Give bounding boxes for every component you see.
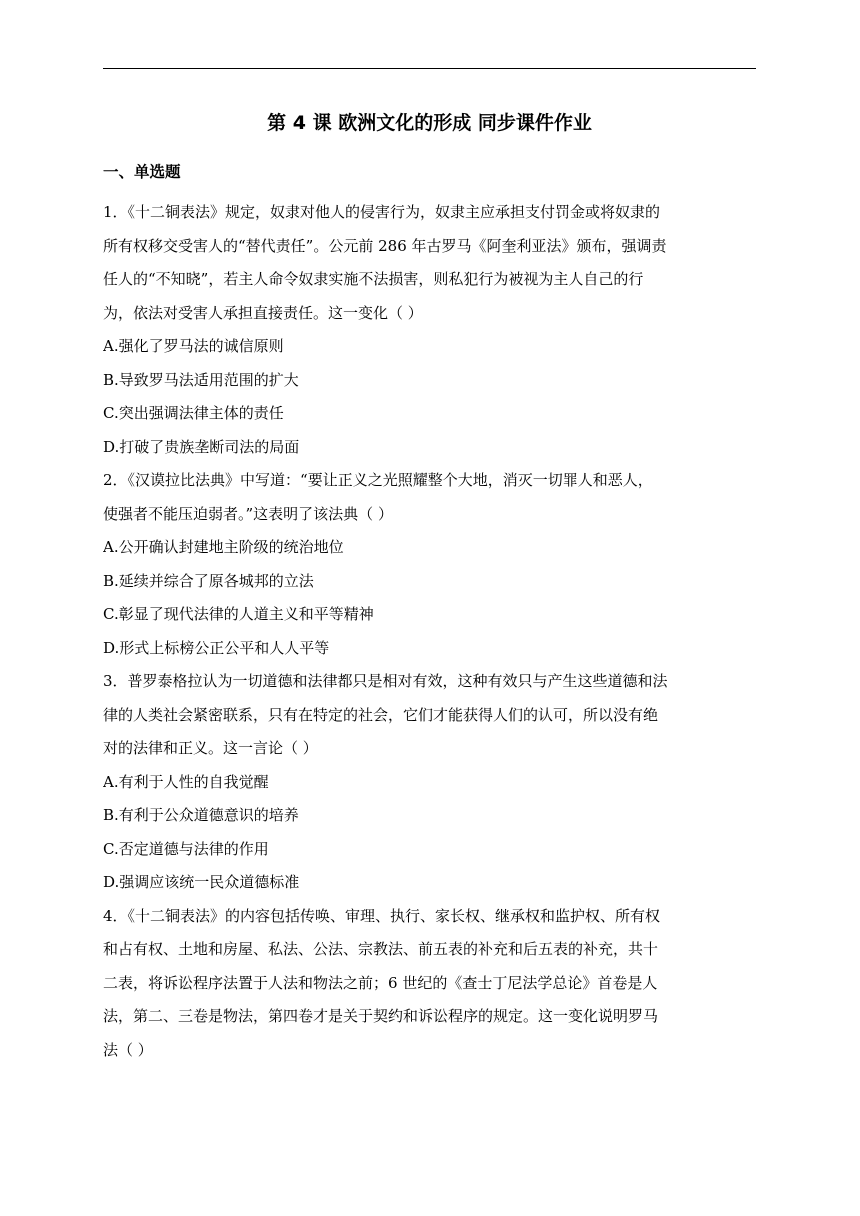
question-stem-line: 使强者不能压迫弱者。”这表明了该法典（ ）: [103, 504, 393, 523]
question-list: [103, 196, 759, 1067]
question-stem-line: 法（ ）: [103, 1040, 153, 1059]
option-a: A.强化了罗马法的诚信原则: [103, 337, 284, 355]
question-stem-line: 和占有权、土地和房屋、私法、公法、宗教法、前五表的补充和后五表的补充，共十: [103, 940, 659, 958]
option-d: D.形式上标榜公正公平和人人平等: [103, 638, 330, 657]
question-3: [103, 665, 759, 900]
question-stem-line: 为，依法对受害人承担直接责任。这一变化（ ）: [103, 303, 423, 322]
question-stem-line: 对的法律和正义。这一言论（ ）: [103, 739, 318, 757]
option-a: A.公开确认封建地主阶级的统治地位: [103, 538, 344, 556]
option-b: B.导致罗马法适用范围的扩大: [103, 370, 299, 389]
option-c: C.否定道德与法律的作用: [103, 839, 269, 858]
question-2: [103, 464, 759, 665]
question-stem-line: 所有权移交受害人的“替代责任”。公元前 286 年古罗马《阿奎利亚法》颁布，强调责: [103, 236, 667, 255]
header-rule: [103, 68, 756, 69]
question-stem-line: 4．《十二铜表法》的内容包括传唤、审理、执行、家长权、继承权和监护权、所有权: [103, 906, 661, 925]
section-heading: 一、单选题: [103, 163, 181, 181]
question-stem-line: 任人的“不知晓”，若主人命令奴隶实施不法损害，则私犯行为被视为主人自己的行: [103, 270, 644, 288]
option-d: D.打破了贵族垄断司法的局面: [103, 437, 300, 456]
question-stem-line: 1．《十二铜表法》规定，奴隶对他人的侵害行为，奴隶主应承担支付罚金或将奴隶的: [103, 203, 661, 221]
option-b: B.有利于公众道德意识的培养: [103, 806, 299, 824]
question-1: [103, 196, 759, 464]
option-b: B.延续并综合了原各城邦的立法: [103, 571, 314, 590]
question-stem-line: 法，第二、三卷是物法，第四卷才是关于契约和诉讼程序的规定。这一变化说明罗马: [103, 1007, 659, 1025]
option-d: D.强调应该统一民众道德标准: [103, 873, 300, 891]
option-a: A.有利于人性的自我觉醒: [103, 772, 269, 791]
question-4: [103, 900, 759, 1068]
option-c: C.突出强调法律主体的责任: [103, 404, 284, 422]
question-stem-line: 二表，将诉讼程序法置于人法和物法之前；6 世纪的《查士丁尼法学总论》首卷是人: [103, 973, 658, 992]
question-stem-line: 3．普罗泰格拉认为一切道德和法律都只是相对有效，这种有效只与产生这些道德和法: [103, 672, 668, 690]
document-title: 第 4 课 欧洲文化的形成 同步课件作业: [267, 112, 592, 134]
option-c: C.彰显了现代法律的人道主义和平等精神: [103, 605, 374, 623]
question-stem-line: 律的人类社会紧密联系，只有在特定的社会，它们才能获得人们的认可，所以没有绝: [103, 705, 659, 724]
question-stem-line: 2．《汉谟拉比法典》中写道：“要让正义之光照耀整个大地，消灭一切罪人和恶人，: [103, 471, 653, 489]
